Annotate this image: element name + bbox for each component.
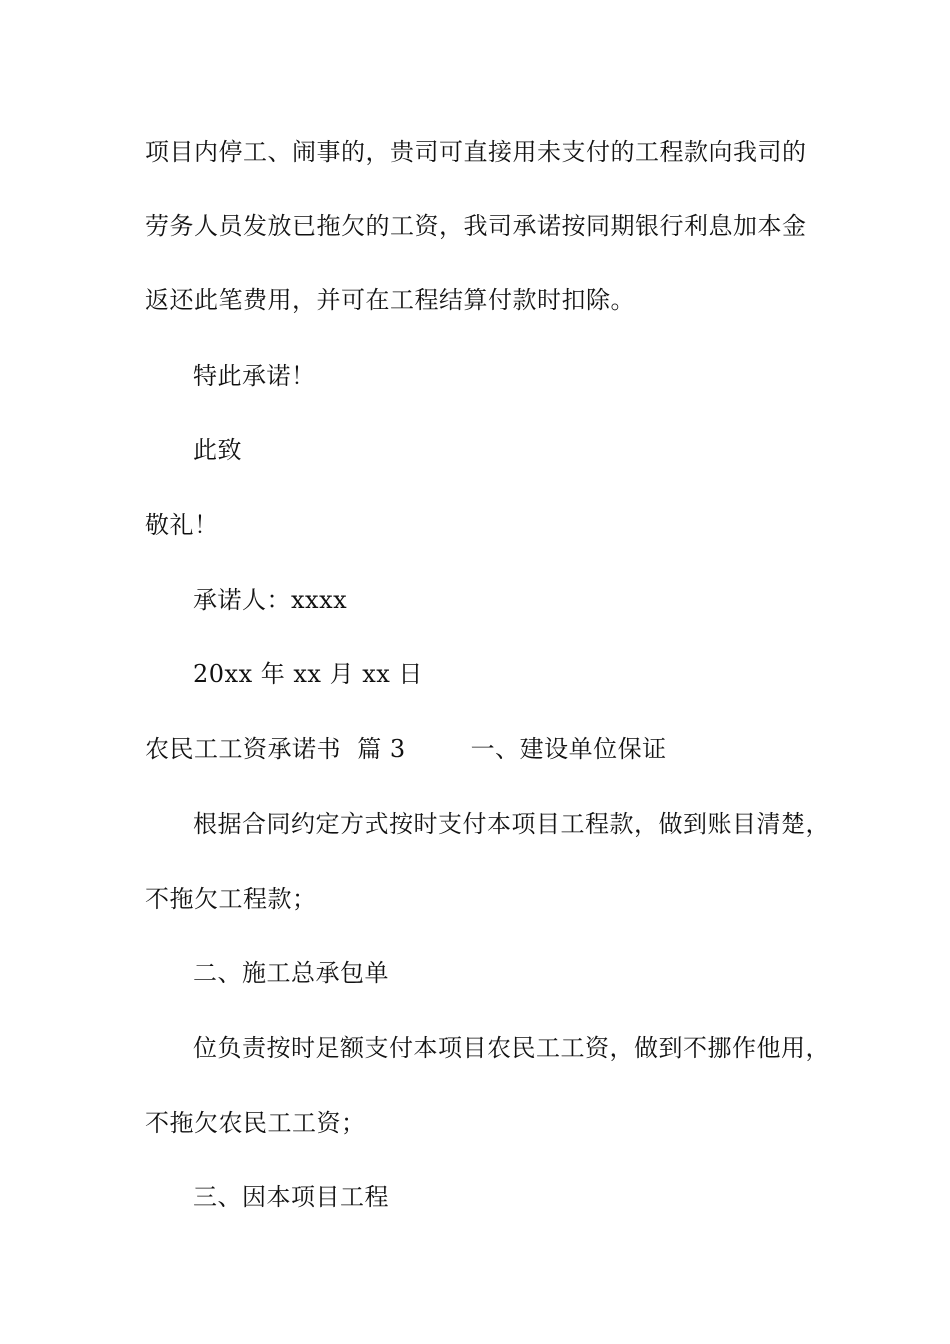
salutation-line: 此致 [193,436,242,464]
closing-statement: 特此承诺！ [193,362,316,390]
paragraph-line: 项目内停工、闹事的，贵司可直接用未支付的工程款向我司的 [145,138,807,166]
signatory-line: 承诺人：xxxx [193,586,348,614]
paragraph-line: 劳务人员发放已拖欠的工资，我司承诺按同期银行利息加本金 [145,212,807,240]
paragraph-line: 根据合同约定方式按时支付本项目工程款，做到账目清楚， [193,810,830,838]
section-heading: 农民工工资承诺书 篇 3 一、建设单位保证 [145,735,667,763]
paragraph-line: 不拖欠工程款； [145,885,317,913]
section-heading: 二、施工总承包单 [193,959,389,987]
paragraph-line: 位负责按时足额支付本项目农民工工资，做到不挪作他用， [193,1034,830,1062]
date-line: 20xx 年 xx 月 xx 日 [193,660,423,688]
section-heading: 三、因本项目工程 [193,1183,389,1211]
paragraph-line: 不拖欠农民工工资； [145,1109,366,1137]
salutation-line: 敬礼！ [145,511,219,539]
paragraph-line: 返还此笔费用，并可在工程结算付款时扣除。 [145,286,635,314]
